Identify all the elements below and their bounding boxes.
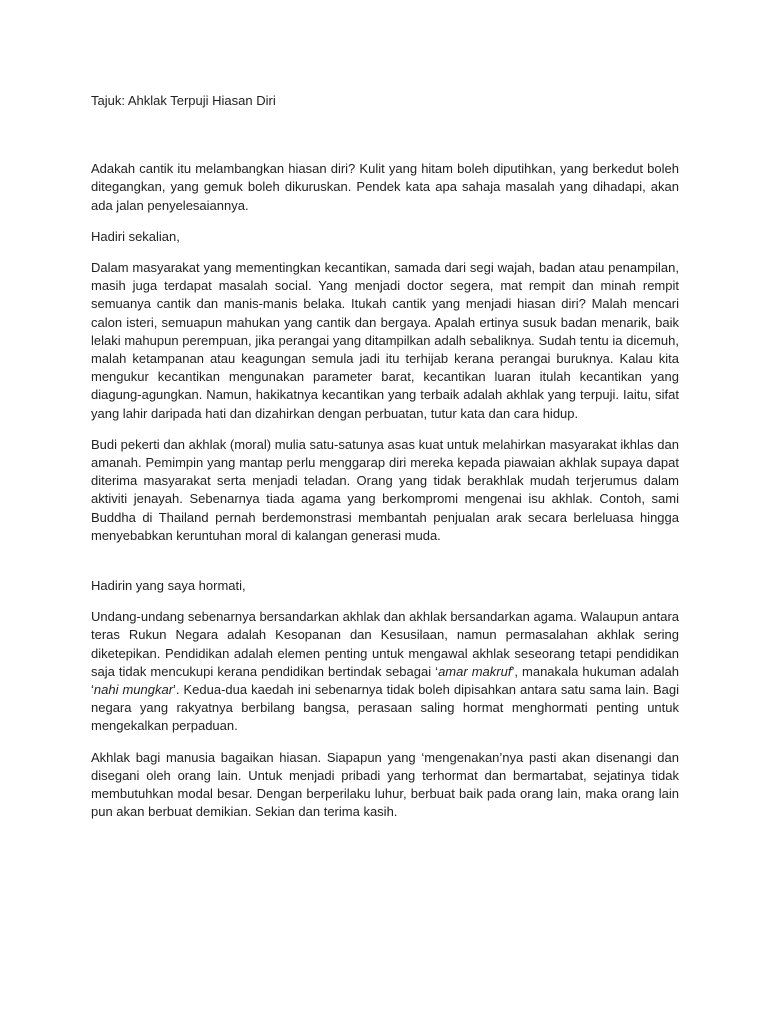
body-paragraph-1: Dalam masyarakat yang mementingkan kecantikan, samada dari segi wajah, badan atau penampilan, masih juga terdapat masalah social. Yang menjadi doctor segera, mat rempit dan minah rempit semuanya cantik dan manis-manis belaka. Itukah cantik yang menjadi hiasan diri? Malah mencari calon isteri, semuapun mahukan yang cantik dan bergaya. Apalah ertinya susuk badan menarik, baik lelaki mahupun perempuan, jika perangai yang ditampilkan adalh sebaliknya. Sudah tentu ia dicemuh, malah ketampanan atau keagungan semula jadi itu terhijab kerana perangai buruknya. Kalau kita mengukur kecantikan mengunakan parameter barat, kecantikan luaran itulah kecantikan yang diagung-agungkan. Namun, hakikatnya kecantikan yang terbaik adalah akhlak yang terpuji. Iaitu, sifat yang lahir daripada hati dan dizahirkan dengan perbuatan, tutur kata dan cara hidup.: [91, 260, 679, 421]
body-paragraph-2: Budi pekerti dan akhlak (moral) mulia satu-satunya asas kuat untuk melahirkan masyarakat ikhlas dan amanah. Pemimpin yang mantap perlu menggarap diri mereka kepada piawaian akhlak supaya dapat diterima masyarakat serta menjadi teladan. Orang yang tidak berakhlak mudah terjerumus dalam aktiviti jenayah. Sebenarnya tiada agama yang berkompromi mengenai isu akhlak. Contoh, sami Buddha di Thailand pernah berdemonstrasi membantah penjualan arak secara berleluasa hingga menyebabkan keruntuhan moral di kalangan generasi muda.: [91, 436, 679, 543]
spacer: [91, 736, 679, 749]
document-title: Tajuk: Ahklak Terpuji Hiasan Diri: [91, 93, 276, 108]
spacer: [91, 595, 679, 608]
italic-term: nahi mungkar: [93, 682, 174, 698]
spacer: [91, 110, 679, 160]
document-body: [91, 92, 679, 822]
spacer: [91, 246, 679, 259]
spacer: [91, 215, 679, 228]
greeting-paragraph-2: Hadirin yang saya hormati,: [91, 578, 246, 594]
greeting-paragraph: Hadiri sekalian,: [91, 228, 180, 244]
intro-paragraph: Adakah cantik itu melambangkan hiasan diri? Kulit yang hitam boleh diputihkan, yang berkedut boleh ditegangkan, yang gemuk boleh dikuruskan. Pendek kata apa sahaja masalah yang dihadapi, akan ada jalan penyelesaiannya.: [91, 161, 679, 213]
paragraph-text: Undang-undang sebenarnya bersandarkan akhlak dan akhlak bersandarkan agama. Walaupun antara teras Rukun Negara adalah Kesopanan dan Kesusilaan, namun permasalahan akhlak sering diketepikan. Pendidikan adalah elemen penting untuk mengawal akhlak seseorang tetapi pendidikan saja tidak mencukupi kerana pendidikan bertindak sebagai ‘: [91, 609, 679, 679]
body-paragraph-3: [91, 608, 679, 735]
italic-term: amar makruf: [438, 663, 512, 679]
spacer: [91, 423, 679, 436]
spacer: [91, 545, 679, 577]
paragraph-text: ’. Kedua-dua kaedah ini sebenarnya tidak boleh dipisahkan antara satu sama lain. Bagi negara yang rakyatnya berbilang bangsa, perasaan saling hormat menghormati penting untuk mengekalkan perpaduan.: [91, 682, 679, 734]
paragraph-text: ’, manakala hukuman adalah ‘: [91, 663, 679, 698]
body-paragraph-4: Akhlak bagi manusia bagaikan hiasan. Siapapun yang ‘mengenakan’nya pasti akan disenangi dan disegani oleh orang lain. Untuk menjadi pribadi yang terhormat dan bermartabat, sejatinya tidak membutuhkan modal besar. Dengan berperilaku luhur, berbuat baik pada orang lain, maka orang lain pun akan berbuat demikian. Sekian dan terima kasih.: [91, 749, 679, 820]
